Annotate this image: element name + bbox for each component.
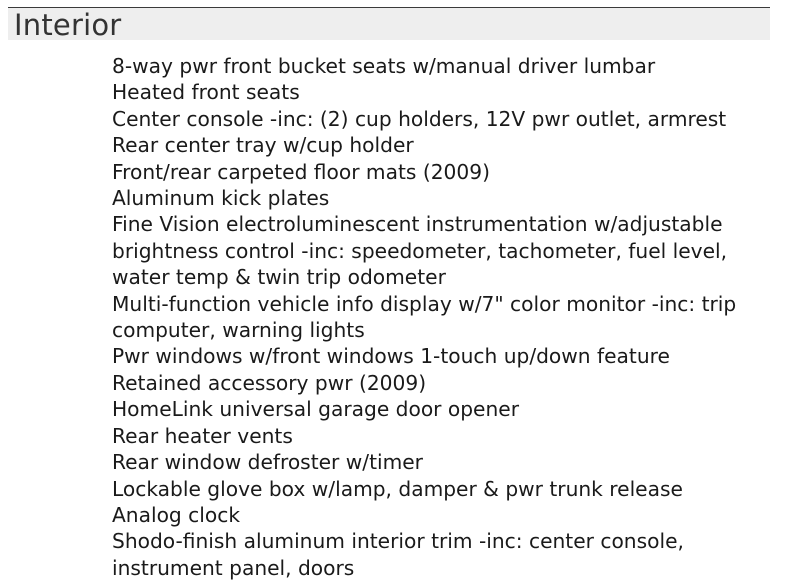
feature-item: Shodo-finish aluminum interior trim -inc: center console, instrument panel, doors xyxy=(112,529,684,580)
feature-item: Rear center tray w/cup holder xyxy=(112,133,414,158)
feature-item: HomeLink universal garage door opener xyxy=(112,397,519,422)
feature-item: Center console -inc: (2) cup holders, 12V pwr outlet, armrest xyxy=(112,106,727,131)
feature-item: Analog clock xyxy=(112,502,241,527)
feature-item: Fine Vision electroluminescent instrumentation w/adjustable brightness control -inc: speedometer, tachometer, fuel level, water temp & twin trip odometer xyxy=(112,212,728,290)
feature-item: Lockable glove box w/lamp, damper & pwr trunk release xyxy=(112,476,683,501)
feature-item: 8-way pwr front bucket seats w/manual driver lumbar xyxy=(112,54,656,78)
feature-item: Multi-function vehicle info display w/7" color monitor -inc: trip computer, warning lights xyxy=(112,291,737,343)
feature-item: Rear window defroster w/timer xyxy=(112,450,423,475)
feature-item: Pwr windows w/front windows 1-touch up/down feature xyxy=(112,344,670,369)
feature-item: Front/rear carpeted floor mats (2009) xyxy=(112,159,490,184)
feature-item: Aluminum kick plates xyxy=(112,186,330,211)
section-header xyxy=(8,8,770,40)
feature-item: Rear heater vents xyxy=(112,423,293,448)
section-title: Interior xyxy=(14,8,122,42)
feature-item: Heated front seats xyxy=(112,80,300,105)
feature-list xyxy=(112,53,772,581)
feature-item: Retained accessory pwr (2009) xyxy=(112,370,427,395)
